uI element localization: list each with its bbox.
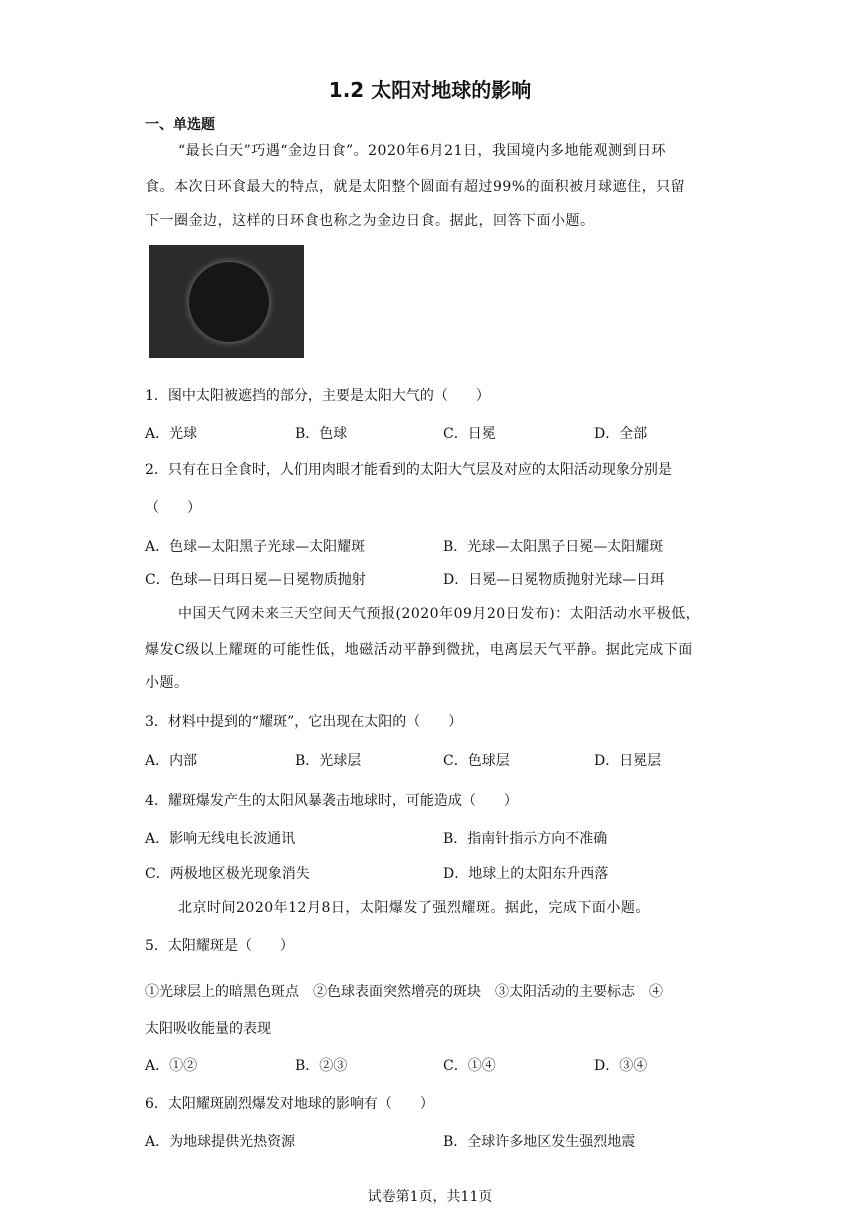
passage-1-line-1: “最长白天”巧遇“金边日食”。2020年6月21日，我国境内多地能观测到日环 [178,143,666,159]
question-1-option-a: A．光球 [145,426,198,442]
question-3-option-c: C．色球层 [443,753,510,769]
question-2-option-b: B．光球—太阳黑子日冕—太阳耀斑 [443,539,664,555]
eclipse-photo [149,245,304,358]
question-1-stem: 1．图中太阳被遮挡的部分，主要是太阳大气的（ ） [145,388,490,404]
question-1-option-d: D．全部 [594,426,648,442]
page-title: 1.2 太阳对地球的影响 [328,78,532,102]
passage-2-line-1: 中国天气网未来三天空间天气预报(2020年09月20日发布)：太阳活动水平极低， [178,606,701,622]
question-2-option-c: C．色球—日珥日冕—日冕物质抛射 [145,572,366,588]
passage-1-line-2: 食。本次日环食最大的特点，就是太阳整个圆面有超过99%的面积被月球遮住，只留 [145,179,686,195]
question-4-option-a: A．影响无线电长波通讯 [145,831,296,847]
section-heading: 一、单选题 [145,117,215,133]
question-5-option-a: A．①② [145,1058,198,1074]
question-5-option-d: D．③④ [594,1058,648,1074]
question-4-option-d: D．地球上的太阳东升西落 [443,866,609,882]
question-3-option-d: D．日冕层 [594,753,662,769]
question-2-stem-bracket: （ ） [145,500,201,516]
question-3-option-a: A．内部 [145,753,198,769]
question-1-option-c: C．日冕 [443,426,496,442]
question-2-stem: 2．只有在日全食时，人们用肉眼才能看到的太阳大气层及对应的太阳活动现象分别是 [145,462,672,478]
question-3-stem: 3．材料中提到的“耀斑”，它出现在太阳的（ ） [145,714,463,730]
passage-3: 北京时间2020年12月8日，太阳爆发了强烈耀斑。据此，完成下面小题。 [178,900,650,916]
question-6-stem: 6．太阳耀斑剧烈爆发对地球的影响有（ ） [145,1096,434,1112]
passage-2-line-2: 爆发C级以上耀斑的可能性低，地磁活动平静到微扰，电离层天气平静。据此完成下面 [145,642,693,658]
question-6-option-a: A．为地球提供光热资源 [145,1134,296,1150]
question-2-option-a: A．色球—太阳黑子光球—太阳耀斑 [145,539,366,555]
page-footer: 试卷第1页，共11页 [367,1189,493,1205]
question-5-option-b: B．②③ [295,1058,348,1074]
question-5-option-c: C．①④ [443,1058,496,1074]
passage-2-line-3: 小题。 [145,675,189,691]
question-5-items-line-1: ①光球层上的暗黑色斑点 ②色球表面突然增亮的斑块 ③太阳活动的主要标志 ④ [145,984,663,1000]
question-5-items-line-2: 太阳吸收能量的表现 [145,1021,271,1037]
question-1-option-b: B．色球 [295,426,348,442]
eclipse-image [149,245,304,358]
question-4-option-c: C．两极地区极光现象消失 [145,866,310,882]
question-3-option-b: B．光球层 [295,753,362,769]
question-5-stem: 5．太阳耀斑是（ ） [145,938,294,954]
question-6-option-b: B．全球许多地区发生强烈地震 [443,1134,636,1150]
question-4-stem: 4．耀斑爆发产生的太阳风暴袭击地球时，可能造成（ ） [145,793,518,809]
question-4-option-b: B．指南针指示方向不准确 [443,831,608,847]
passage-1-line-3: 下一圈金边，这样的日环食也称之为金边日食。据此，回答下面小题。 [145,213,595,229]
question-2-option-d: D．日冕—日冕物质抛射光球—日珥 [443,572,665,588]
